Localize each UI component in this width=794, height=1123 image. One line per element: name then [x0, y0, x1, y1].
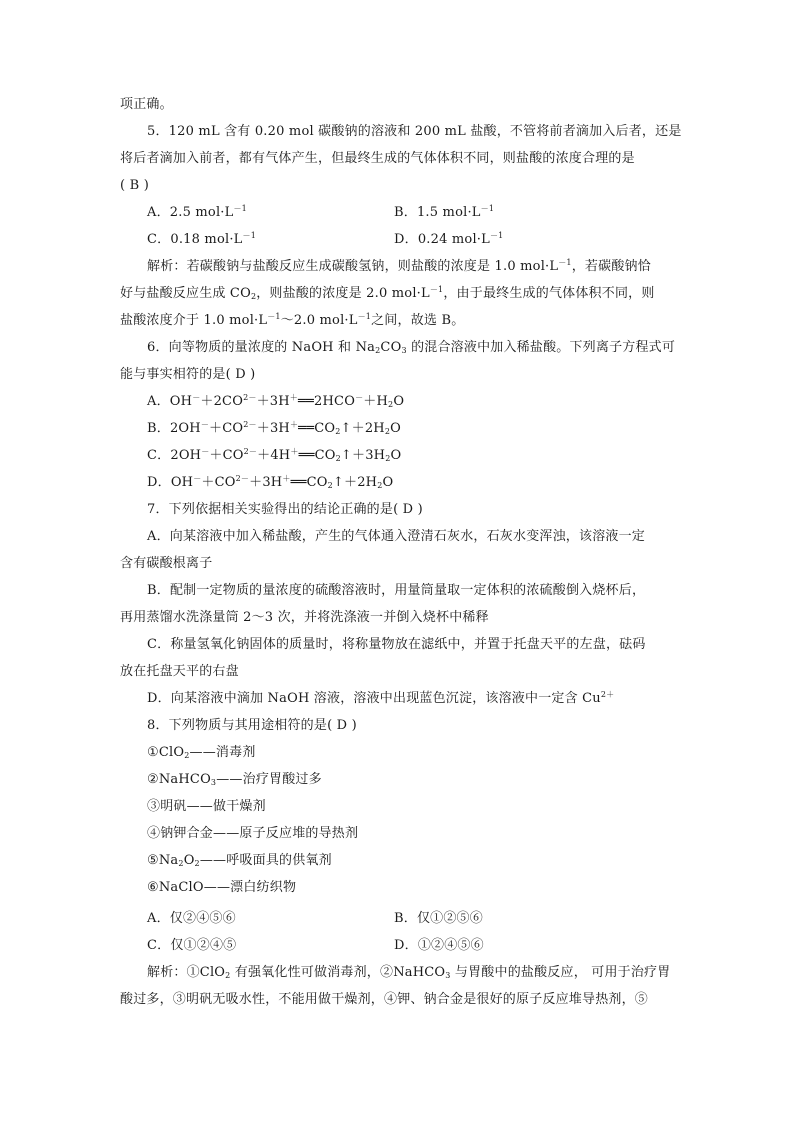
text-line: ③明矾——做干燥剂 [147, 799, 266, 814]
text-line: C．称量氢氧化钠固体的质量时，将称量物放在滤纸中，并置于托盘天平的左盘，砝码 [147, 637, 646, 652]
text-line: D．向某溶液中滴加 NaOH 溶液，溶液中出现蓝色沉淀，该溶液中一定含 $Cu^{2+}$ [147, 690, 615, 706]
text-line: A．$OH^-+2CO^{2-}+3H^+══2HCO^-+H_2O$ [147, 393, 405, 409]
text-line: B．1.5 $mol\cdot L^{-1}$ [394, 204, 495, 220]
text-line: 好与盐酸反应生成 $CO_2$，则盐酸的浓度是 2.0 $mol\cdot L^{-1}$，由于最终生成的气体体积不同，则 [120, 285, 655, 301]
text-line: 再用蒸馏水洗涤量筒 2～3 次，并将洗涤液一并倒入烧杯中稀释 [120, 610, 489, 625]
text-line: D．①②④⑤⑥ [394, 938, 484, 953]
text-line: ( B ) [120, 178, 149, 193]
text-line: C．仅①②④⑤ [147, 938, 237, 953]
text-line: 将后者滴加入前者，都有气体产生，但最终生成的气体体积不同，则盐酸的浓度合理的是 [120, 151, 635, 166]
text-line: ④钠钾合金——原子反应堆的导热剂 [147, 826, 359, 841]
text-line: D．$OH^-+CO^{2-}+3H^+══CO_2↑+2H_2O$ [147, 474, 394, 490]
text-line: 能与事实相符的是( D ) [120, 367, 256, 382]
text-line: D．0.24 $mol\cdot L^{-1}$ [394, 231, 504, 247]
text-line: $⑤Na_2O_2——$呼吸面具的供氧剂 [147, 853, 332, 868]
text-line: 8．下列物质与其用途相符的是( D ) [147, 718, 357, 733]
text-line: 酸过多，③明矾无吸水性，不能用做干燥剂，④钾、钠合金是很好的原子反应堆导热剂，⑤ [120, 992, 649, 1007]
text-line: ①ClO$_2$——消毒剂 [147, 745, 256, 760]
text-line: C．$2OH^-+CO^{2-}+4H^+══CO_2↑+3H_2O$ [147, 447, 402, 463]
text-line: 5．120 mL 含有 0.20 mol 碳酸钠的溶液和 200 mL 盐酸，不管将前者滴加入后者，还是 [147, 124, 682, 139]
text-line: B．$2OH^-+CO^{2-}+3H^+══CO_2↑+2H_2O$ [147, 420, 401, 436]
text-line: 放在托盘天平的右盘 [120, 664, 239, 679]
text-line: A．向某溶液中加入稀盐酸，产生的气体通入澄清石灰水，石灰水变浑浊，该溶液一定 [147, 529, 645, 544]
text-line: A．2.5 $mol\cdot L^{-1}$ [147, 204, 247, 220]
text-line: 6．向等物质的量浓度的 NaOH 和 $Na_2CO_3$ 的混合溶液中加入稀盐酸。下列离子方程式可 [147, 340, 676, 355]
text-line: 项正确。 [120, 97, 173, 112]
text-line: A．仅②④⑤⑥ [147, 911, 236, 926]
text-line: ⑥NaClO——漂白纺织物 [147, 880, 297, 895]
text-line: B．仅①②⑤⑥ [394, 911, 483, 926]
text-line: 含有碳酸根离子 [120, 556, 213, 571]
text-line: ②NaHCO$_3$——治疗胃酸过多 [147, 772, 322, 787]
text-line: C．0.18 $mol\cdot L^{-1}$ [147, 231, 257, 247]
text-line: 解析：①ClO$_2$ 有强氧化性可做消毒剂，②NaHCO$_3$ 与胃酸中的盐酸反应， 可用于治疗胃 [147, 965, 671, 980]
text-line: 7．下列依据相关实验得出的结论正确的是( D ) [147, 502, 423, 517]
text-line: 解析：若碳酸钠与盐酸反应生成碳酸氢钠，则盐酸的浓度是 1.0 $mol\cdot L^{-1}$，若碳酸钠恰 [147, 258, 651, 274]
text-line: B．配制一定物质的量浓度的硫酸溶液时，用量筒量取一定体积的浓硫酸倒入烧杯后， [147, 583, 646, 598]
text-line: 盐酸浓度介于 1.0 $mol\cdot L^{-1}\sim 2.0$ $mol\cdot L^{-1}$之间，故选 B。 [120, 312, 465, 328]
